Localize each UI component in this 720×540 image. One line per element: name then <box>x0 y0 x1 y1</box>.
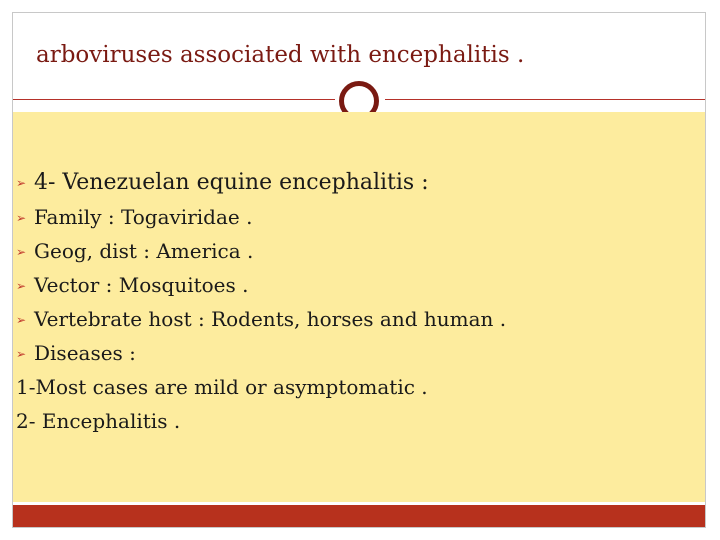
bullet-arrow-icon: ➢ <box>16 245 27 259</box>
slide-title: arboviruses associated with encephalitis . <box>36 42 525 68</box>
bullet-arrow-icon: ➢ <box>16 279 27 293</box>
list-item-text: Vector : Mosquitoes . <box>34 273 249 297</box>
bullet-arrow-icon: ➢ <box>16 347 27 361</box>
bullet-arrow-icon: ➢ <box>16 313 27 327</box>
list-item-text: Diseases : <box>34 341 136 365</box>
list-item-text: 1-Most cases are mild or asymptomatic . <box>16 375 428 399</box>
bullet-arrow-icon: ➢ <box>16 211 27 225</box>
list-item-text: 4- Venezuelan equine encephalitis : <box>34 170 429 195</box>
list-item-text: Vertebrate host : Rodents, horses and human . <box>34 307 507 331</box>
list-item-text: Family : Togaviridae . <box>34 205 253 229</box>
slide-frame <box>12 12 706 528</box>
list-item-text: Geog, dist : America . <box>34 239 254 263</box>
bullet-arrow-icon: ➢ <box>16 176 27 190</box>
list-item-text: 2- Encephalitis . <box>16 409 181 433</box>
